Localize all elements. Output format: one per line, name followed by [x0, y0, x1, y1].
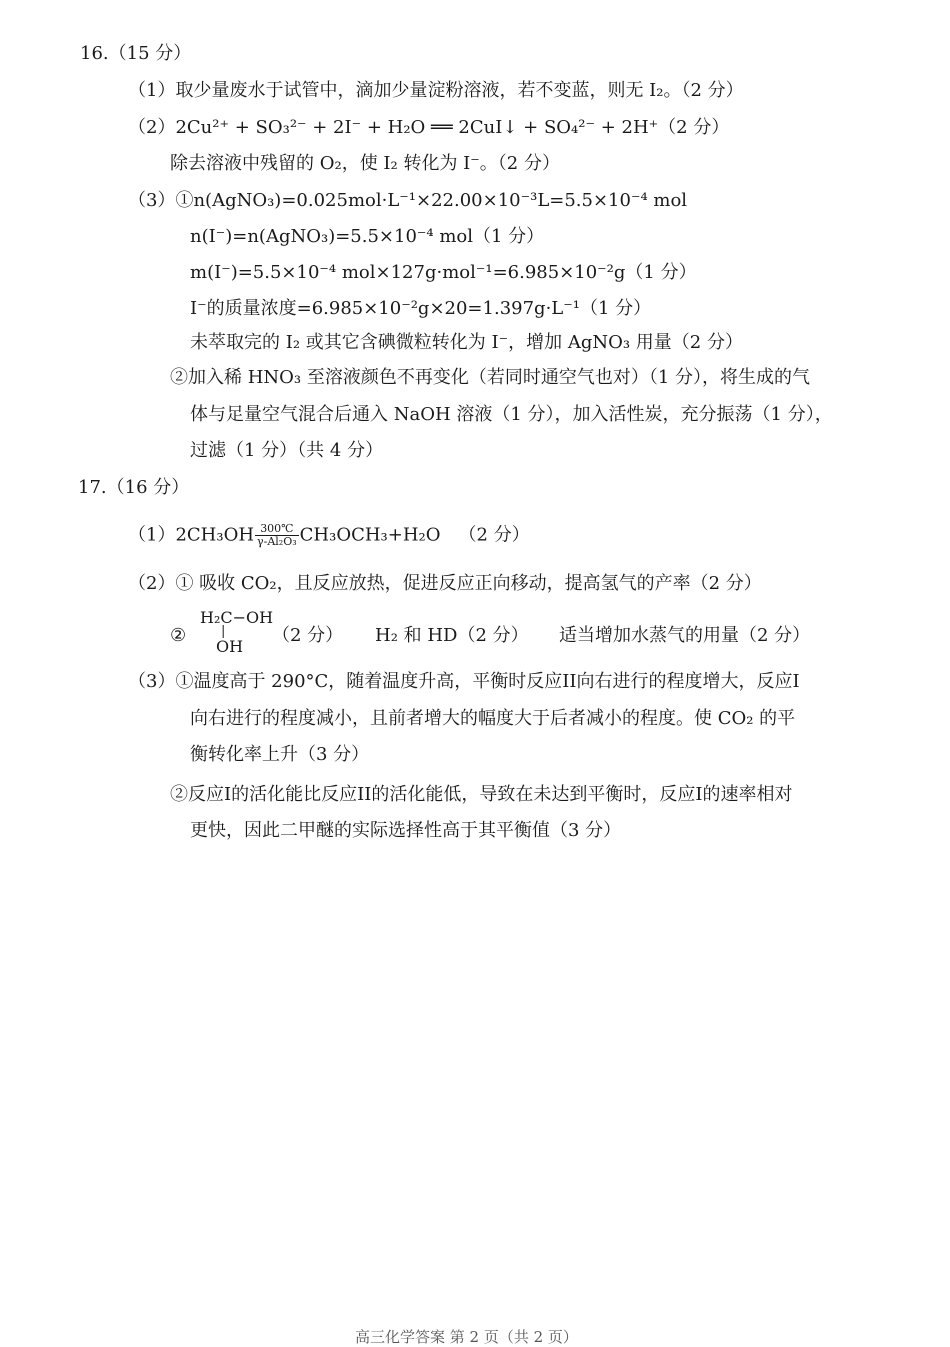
q16-part3-line7: 体与足量空气混合后通入 NaOH 溶液（1 分），加入活性炭，充分振荡（1 分）， [190, 404, 833, 425]
q16-part3-line4: I⁻的质量浓度=6.985×10⁻²g×20=1.397g·L⁻¹（1 分） [190, 298, 652, 319]
q17-part3-line4: ②反应I的活化能比反应II的活化能低，导致在未达到平衡时，反应I的速率相对 [170, 784, 793, 805]
q17-part3-line3: 衡转化率上升（3 分） [190, 744, 370, 765]
q17-part2-answer-c: 适当增加水蒸气的用量（2 分） [559, 625, 811, 646]
page-footer: 高三化学答案 第 2 页（共 2 页） [355, 1328, 578, 1346]
q17-part3-line1: （3）①温度高于 290°C，随着温度升高，平衡时反应II向右进行的程度增大，反应I [128, 671, 800, 692]
q17-part2-line1: （2）① 吸收 CO₂，且反应放热，促进反应正向移动，提高氢气的产率（2 分） [128, 573, 762, 594]
reaction-condition-catalyst: γ-Al₂O₃ [257, 535, 297, 548]
q16-part3-line1: （3）①n(AgNO₃)=0.025mol·L⁻¹×22.00×10⁻³L=5.5×10⁻⁴ mol [128, 190, 688, 211]
reaction-condition [255, 523, 299, 548]
q16-part3-line8: 过滤（1 分）（共 4 分） [190, 440, 384, 461]
q16-part3-line5: 未萃取完的 I₂ 或其它含碘微粒转化为 I⁻，增加 AgNO₃ 用量（2 分） [190, 332, 743, 353]
q17-part1-products: CH₃OCH₃+H₂O [299, 524, 441, 546]
q16-part3-line3: m(I⁻)=5.5×10⁻⁴ mol×127g·mol⁻¹=6.985×10⁻²g（1 分） [190, 262, 697, 283]
q16-part2-equation: 2Cu²⁺ + SO₃²⁻ + 2I⁻ + H₂O ══ 2CuI↓ + SO₄²⁻ + 2H⁺ [175, 117, 659, 138]
q17-part1-equation-line [128, 523, 530, 548]
q16-part3-line2: n(I⁻)=n(AgNO₃)=5.5×10⁻⁴ mol（1 分） [190, 226, 545, 247]
structural-formula-bottom: OH [216, 637, 244, 656]
q16-part1: （1）取少量废水于试管中，滴加少量淀粉溶液，若不变蓝，则无 I₂。（2 分） [128, 80, 744, 101]
structural-formula-bond: | [221, 624, 226, 639]
structural-formula-top: H₂C−OH [200, 608, 274, 627]
q17-part1-reactant: 2CH₃OH [175, 524, 255, 546]
q17-part2-mark2: ② [170, 625, 187, 646]
structural-formula [200, 609, 280, 657]
q17-part3-line5: 更快，因此二甲醚的实际选择性高于其平衡值（3 分） [190, 820, 622, 841]
reaction-condition-temperature: 300℃ [255, 523, 299, 536]
q17-part3-line2: 向右进行的程度减小，且前者增大的幅度大于后者减小的程度。使 CO₂ 的平 [190, 708, 796, 729]
q17-part2-structure-score: （2 分） [272, 625, 344, 646]
q17-part1-score: （2 分） [458, 524, 530, 546]
q16-part3-line6: ②加入稀 HNO₃ 至溶液颜色不再变化（若同时通空气也对）（1 分），将生成的气 [170, 367, 811, 388]
q16-header: 16.（15 分） [80, 43, 192, 64]
q16-part2-score: （2 分） [658, 117, 730, 138]
q17-header: 17.（16 分） [78, 477, 190, 498]
q16-part2-equation-line [128, 116, 729, 140]
q16-part2-reason: 除去溶液中残留的 O₂，使 I₂ 转化为 I⁻。（2 分） [170, 153, 560, 174]
q17-part2-answer-b: H₂ 和 HD（2 分） [375, 625, 529, 646]
q16-part2-label: （2） [128, 117, 176, 138]
q17-part1-label: （1） [128, 524, 176, 546]
